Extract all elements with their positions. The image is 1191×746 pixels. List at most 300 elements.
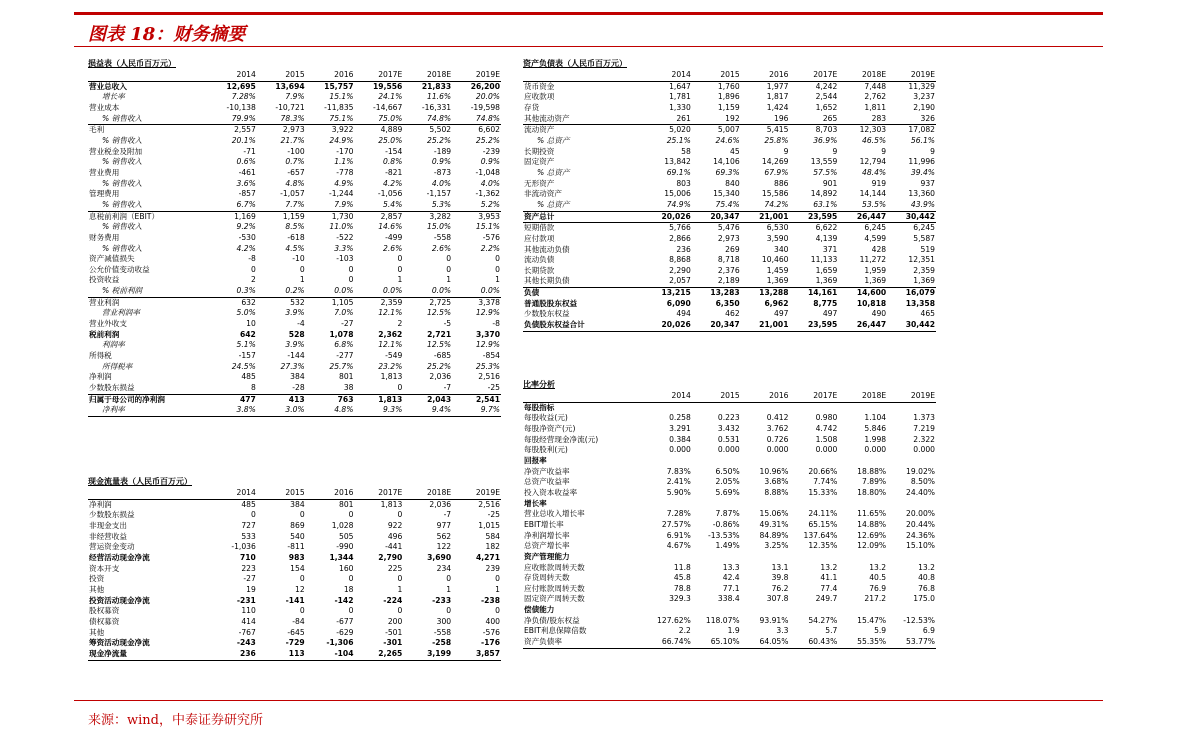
cell-value: -767 [238,627,256,637]
cell-value: 8,718 [717,255,740,265]
cell-value [789,552,838,563]
row-label: 投入资本收益率 [524,487,578,497]
income-row [88,340,501,351]
cell-value: 4.8% [285,178,305,188]
cell-value: 26,447 [838,211,887,223]
cell-value: 12.5% [427,308,452,318]
row-label: 流动资产 [524,125,555,135]
cell-value: 2.41% [666,477,691,487]
cell-value: 239 [485,563,500,573]
row-label: % 总资产 [537,135,570,145]
cell-value: 3,199 [403,649,452,660]
cell-value: 6.9 [922,626,935,636]
cell-value: 0 [299,264,305,274]
row-label: 增长率 [102,92,125,102]
cell-value: 0.3% [208,286,257,297]
cell-value: 25.0% [378,135,403,145]
cell-value: 477 [239,394,256,404]
cell-value: -1,244 [329,189,354,199]
row-label: % 销售收入 [88,114,208,125]
cell-value: 69.1% [666,167,691,177]
year-header: 2017E [789,70,838,81]
cell-value: 7,448 [864,81,887,91]
cell-value: 46.5% [862,135,887,145]
cell-value [692,552,741,563]
cell-value: -231 [236,595,256,605]
top-rule [74,12,1103,15]
cell-value: 4.0% [480,178,500,188]
cell-value: 2,376 [717,265,740,275]
cell-value: 7.87% [715,509,740,519]
cell-value: 261 [643,114,692,125]
cashflow-header-row [88,488,501,499]
cell-value [643,552,692,563]
cell-value: 14,161 [808,288,838,298]
cell-value: 5,020 [669,125,691,135]
cell-value: 74.2% [741,200,790,211]
ratios-row [523,637,936,648]
year-header: 2016 [306,488,355,499]
cell-value: 2 [397,319,403,329]
cell-value: 5.90% [666,487,691,497]
cell-value: -27 [243,574,256,584]
cell-value: 30,442 [887,320,936,331]
row-label: 货币资金 [524,81,555,91]
cell-value: 919 [871,178,887,188]
cell-value: 2.6% [431,243,452,253]
row-label: 固定资产周转天数 [524,594,585,604]
cell-value: 55.35% [838,637,887,648]
cell-value: 4,271 [475,552,500,562]
ratios-row [523,584,936,595]
cell-value: 25.8% [764,135,789,145]
cell-value: 236 [676,244,691,254]
cell-value: 2.05% [715,477,740,487]
row-label: 营业税金及附加 [89,146,143,156]
cell-value: 57.5% [813,167,838,177]
cell-value [692,499,741,510]
cell-value [838,456,887,467]
income-row [88,319,501,330]
cell-value: 5,476 [717,223,740,233]
income-row [88,275,501,286]
cell-value: 1,817 [766,92,789,102]
cell-value: 15.10% [906,541,935,551]
year-header: 2019E [452,70,501,81]
cashflow-row [88,606,501,617]
cell-value: 326 [887,114,936,125]
cell-value: 25.7% [329,361,354,371]
cell-value: 3,370 [475,329,500,339]
cell-value: 10,460 [761,255,789,265]
row-label: 归属于母公司的净利润 [89,394,165,404]
cell-value: 413 [288,394,305,404]
cell-value: 217.2 [864,594,887,604]
row-label: 净负债/股东权益 [524,615,580,625]
cell-value: 8,703 [815,125,838,135]
cell-value: 18.88% [857,466,887,476]
cell-value: 14,892 [810,189,838,199]
cell-value: 0.0% [452,286,501,297]
cell-value: -522 [336,232,354,242]
row-label: 筹资活动现金净流 [89,638,150,648]
cell-value: 540 [290,531,305,541]
cell-value: -441 [385,542,403,552]
cell-value: 1 [495,584,500,594]
row-label: 其他流动负债 [524,244,570,254]
cell-value: 40.8 [918,573,935,583]
cell-value: -5 [443,319,452,329]
cell-value: -1,036 [231,542,256,552]
cell-value: -103 [336,254,354,264]
cell-value [838,499,887,510]
row-label: 长期投资 [524,146,555,156]
row-label: 营业外收支 [89,319,127,329]
cell-value: -873 [433,167,452,177]
row-label: 营业费用 [89,167,120,177]
row-label: 经营活动现金净流 [89,552,150,562]
cell-value: 0 [397,510,403,520]
cell-value: 13,288 [759,288,789,298]
ratios-row [523,445,936,456]
cell-value [887,499,936,510]
cell-value: 0.6% [236,157,256,167]
cell-value: 3.3% [334,243,354,253]
cell-value: -7 [443,510,452,520]
cell-value: 65.10% [692,637,741,648]
cell-value: -685 [433,351,452,361]
cell-value: 79.9% [208,114,257,125]
cell-value: 1.373 [913,413,935,423]
cell-value: 4,599 [864,233,887,243]
cell-value: 77.4 [820,583,838,593]
balance-row [523,223,936,234]
cell-value: -142 [334,595,354,605]
cell-value: 65.15% [808,519,838,529]
cell-value: -13.53% [707,530,740,540]
cell-value: 2,516 [478,372,500,382]
cell-value: 497 [773,309,789,319]
cell-value: -27 [341,319,354,329]
cashflow-row [88,574,501,585]
cell-value: 1.49% [715,541,740,551]
row-label: 税前利润 [89,329,120,339]
cell-value: 25.2% [427,361,452,371]
cell-value: 338.4 [717,594,740,604]
cell-value: 462 [725,309,740,319]
year-header: 2016 [306,70,355,81]
cell-value: 283 [838,114,887,125]
year-header: 2014 [208,488,257,499]
cell-value: 24.11% [808,509,838,519]
cell-value: 0 [495,254,500,264]
cell-value: 0 [397,264,403,274]
cell-value: 7.9% [285,92,305,102]
cell-value: 12.1% [378,308,403,318]
balance-row [523,299,936,310]
cell-value: 45.8 [673,573,691,583]
cell-value: 4.8% [306,405,355,416]
income-row [88,92,501,103]
row-label: % 销售收入 [102,178,143,188]
ratios-row [523,616,936,627]
cell-value: 840 [725,178,740,188]
cell-value: 64.05% [741,637,790,648]
cell-value: 15,006 [664,189,691,199]
cell-value: 584 [485,531,500,541]
cell-value: 7.83% [666,466,691,476]
cell-value: -1,157 [426,189,452,199]
cell-value: 58 [681,146,691,156]
row-label: 资本开支 [89,563,120,573]
cell-value: 2,359 [380,297,403,307]
cell-value: 269 [725,244,740,254]
balance-row [523,288,936,299]
cell-value: 75.4% [692,200,741,211]
cell-value: 1,459 [766,265,789,275]
cell-value: 533 [241,531,256,541]
cashflow-row [88,617,501,628]
year-header: 2018E [838,391,887,402]
cell-value: 5.2% [452,200,501,211]
cell-value: -71 [243,146,256,156]
cell-value: 4.9% [334,178,354,188]
cell-value: 30,442 [887,211,936,223]
ratios-row [523,531,936,542]
row-label: 普通股股东权益 [524,298,578,308]
ratios-row [523,402,936,413]
cell-value: 1,977 [766,81,789,91]
cell-value [692,605,741,616]
cell-value: -811 [287,542,305,552]
cell-value: 1,730 [331,211,354,221]
cell-value: 5.9 [874,626,887,636]
cell-value: 414 [241,616,256,626]
income-row [88,330,501,341]
cell-value: 11,996 [908,157,935,167]
income-row [88,222,501,233]
year-header: 2019E [452,488,501,499]
cell-value: 7.74% [813,477,838,487]
cell-value: 3,690 [427,552,452,562]
cell-value: 0 [348,606,354,616]
cell-value: 74.8% [403,114,452,125]
cell-value: -501 [385,627,403,637]
cell-value: 21.7% [280,135,305,145]
cell-value: 6,245 [913,223,935,233]
cell-value: 20,347 [692,211,741,223]
cell-value: -461 [238,167,256,177]
balance-row [523,266,936,277]
cell-value: 6,090 [666,298,691,308]
year-header: 2016 [741,391,790,402]
ratios-row [523,435,936,446]
cell-value: 2,557 [234,125,256,135]
cell-value [741,499,790,510]
year-header: 2017E [789,391,838,402]
ratios-row [523,424,936,435]
cell-value: 10 [246,319,256,329]
cell-value: 16,079 [905,288,935,298]
cell-value: 300 [436,616,452,626]
cell-value [643,456,692,467]
cell-value: 0 [446,254,452,264]
cashflow-row [88,521,501,532]
cell-value [838,605,887,616]
income-row [88,362,501,373]
balance-row [523,309,936,320]
cell-value: 15.1% [329,92,354,102]
cell-value: 0.7% [285,157,305,167]
cell-value: -8 [492,319,500,329]
row-label: 无形资产 [524,178,555,188]
cell-value: 24.6% [715,135,740,145]
cell-value: 2.6% [383,243,403,253]
cell-value: -154 [385,146,403,156]
cell-value: 1,781 [669,92,691,102]
cell-value: 2,290 [669,265,691,275]
cell-value [692,456,741,467]
row-label: 投资收益 [89,275,120,285]
cell-value [741,402,790,413]
cell-value: 45 [729,146,740,156]
cell-value: 12.69% [857,530,887,540]
cell-value: 6.7% [208,200,257,211]
cell-value: 75.0% [354,114,403,125]
row-label: 总资产收益率 [524,477,570,487]
cell-value: 196 [741,114,790,125]
cell-value: 12 [294,584,305,594]
cell-value: -629 [336,627,354,637]
ratios-row [523,488,936,499]
row-label: 应付账款周转天数 [524,583,585,593]
cell-value: 7.28% [666,509,691,519]
row-label: 偿债能力 [524,605,555,615]
cell-value: 2,043 [427,394,452,404]
row-label: % 税前利润 [88,286,208,297]
cell-value: 1,647 [669,81,691,91]
cell-value: 0.000 [669,445,691,455]
cell-value: 223 [241,563,256,573]
cell-value: 9.2% [236,222,256,232]
cell-value: 12,794 [859,157,887,167]
balance-section [523,58,936,332]
row-label: 存货 [524,102,540,112]
cashflow-section [88,476,501,661]
cell-value: 39.8 [771,573,789,583]
cell-value: 18.80% [857,487,887,497]
cell-value [789,402,838,413]
income-row [88,81,501,92]
cell-value: 265 [789,114,838,125]
cell-value: 2,544 [815,92,838,102]
cell-value: 6,530 [766,223,789,233]
cell-value: 485 [241,499,256,509]
balance-row [523,320,936,331]
row-label: % 销售收入 [102,222,143,232]
cell-value: 5.846 [864,423,887,433]
cell-value: 122 [436,542,452,552]
cell-value: 4,889 [380,125,403,135]
source-note: 来源：wind，中泰证券研究所 [88,713,263,728]
cell-value: 9.4% [403,405,452,416]
cell-value [838,402,887,413]
cell-value: 0.000 [717,445,740,455]
cell-value: 496 [387,531,403,541]
cell-value: 3,953 [478,211,500,221]
cell-value: 3,378 [478,297,500,307]
cell-value: 7.7% [257,200,306,211]
cell-value: 21,001 [741,211,790,223]
cell-value: -854 [482,351,500,361]
cell-value: -778 [336,167,354,177]
balance-row [523,179,936,190]
cell-value: 14,106 [713,157,740,167]
year-header: 2015 [257,488,306,499]
cell-value: 39.4% [910,167,935,177]
cell-value: -1,056 [377,189,403,199]
balance-row [523,147,936,158]
cell-value: 1 [299,275,305,285]
row-label: 资产负债率 [523,637,643,648]
cell-value: 12,695 [226,81,256,91]
cell-value: 8,868 [669,255,691,265]
income-header-row [88,70,501,81]
row-label: 营业总收入 [89,81,127,91]
cell-value: 76.8 [918,583,935,593]
cell-value: 6,602 [478,125,500,135]
cell-value: 1,813 [380,372,403,382]
cell-value: 0.9% [431,157,452,167]
year-header: 2018E [403,70,452,81]
cell-value: 0 [299,510,305,520]
row-label: 净利润增长率 [524,530,570,540]
cell-value: -25 [487,510,500,520]
cell-value: -176 [480,638,500,648]
year-header: 2015 [692,391,741,402]
cell-value: 234 [436,563,452,573]
row-label: 其他 [89,584,105,594]
cell-value: 13.2 [869,562,887,572]
cell-value: 6.8% [334,340,354,350]
cell-value: 494 [676,309,691,319]
cell-value: 1 [446,584,452,594]
cashflow-row [88,499,501,510]
cell-value: -1,306 [326,638,354,648]
cashflow-table [88,488,501,661]
cell-value: -645 [287,627,305,637]
cell-value: 20,026 [643,320,692,331]
cell-value: 76.9 [869,583,887,593]
cell-value: 2,362 [378,329,403,339]
year-header: 2016 [741,70,790,81]
cell-value: 763 [337,394,354,404]
income-row [88,254,501,265]
cell-value: 519 [920,244,935,254]
cell-value: 21,001 [741,320,790,331]
cell-value: -618 [287,232,305,242]
cell-value: 5.3% [403,200,452,211]
cell-value: 13.2 [918,562,935,572]
cell-value: 2.322 [913,434,935,444]
year-header: 2014 [643,70,692,81]
cell-value: 0.223 [717,413,740,423]
cell-value: 1,760 [717,81,740,91]
income-row [88,372,501,383]
cell-value: 803 [676,178,691,188]
cell-value: 9 [881,146,887,156]
cell-value: 11.6% [427,92,452,102]
